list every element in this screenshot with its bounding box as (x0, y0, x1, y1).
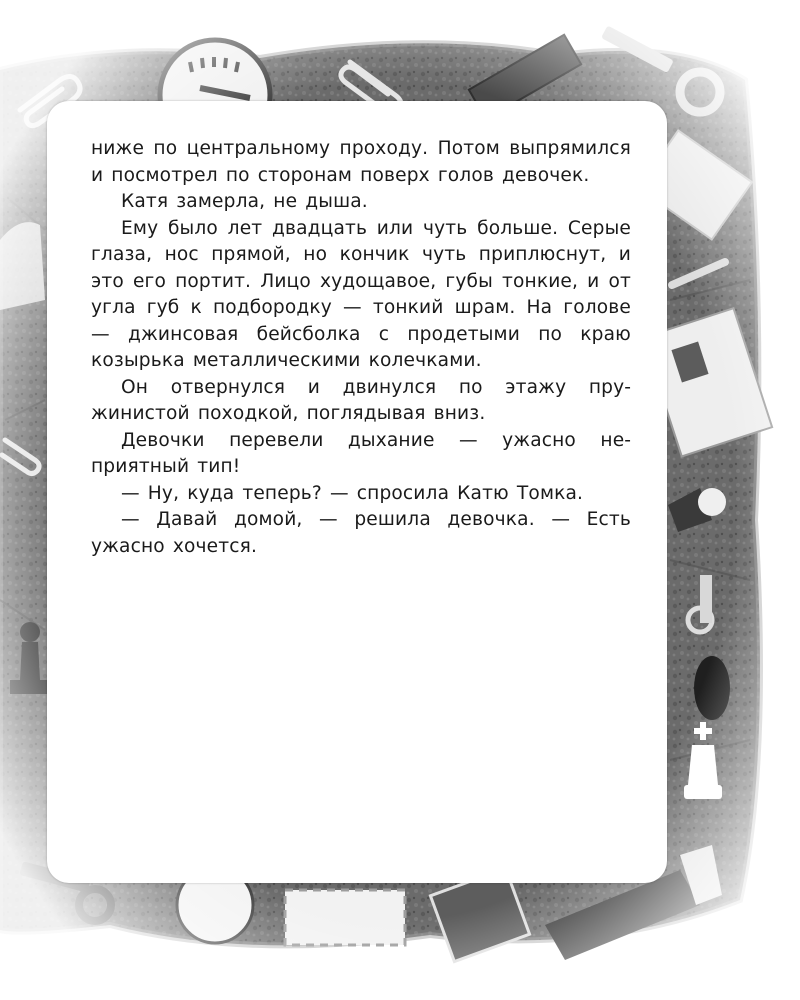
paragraph: ниже по центральному проходу. Потом выпрямился и посмотрел по сторонам поверх голов девочек. (91, 138, 631, 186)
paragraph: — Ну, куда теперь? — спросила Катю Томка. (121, 482, 584, 504)
paragraph: Катя замерла, не дыша. (121, 191, 368, 212)
paragraph: — Давай домой, — решила девочка. — Есть ужасно хочется. (91, 509, 631, 557)
story-text (91, 136, 631, 560)
paragraph: Он отвернулся и двинулся по этажу пружинистой походкой, поглядывая вниз. (91, 376, 631, 424)
paragraph: Девочки перевели дыхание — ужасно неприятный тип! (91, 429, 631, 477)
paragraph: Ему было лет двадцать или чуть больше. Серые глаза, нос прямой, но кончик чуть приплюснут, и это его портит. Лицо худощавое, губы тонкие, и от угла губ к подбородку — тонкий шрам. На голове — джинсовая бейсболка с продетыми по краю козырька металлическими колечками. (91, 217, 631, 371)
